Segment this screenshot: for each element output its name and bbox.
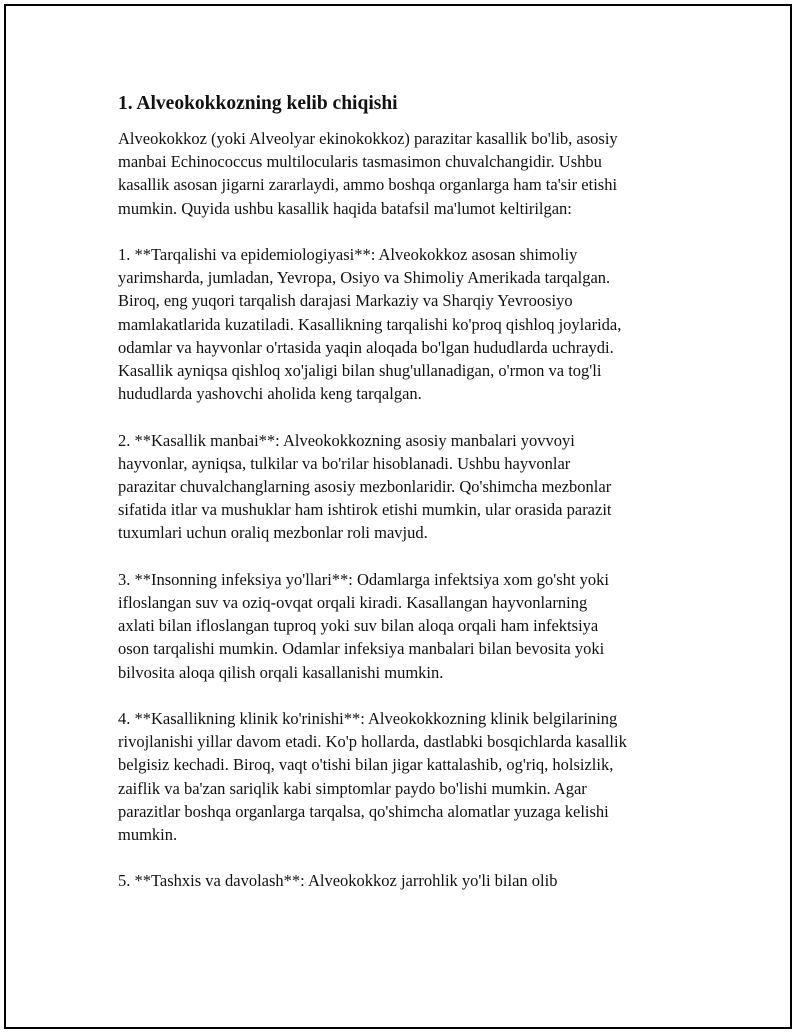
text-line: oson tarqalishi mumkin. Odamlar infeksiya manbalari bilan bevosita yoki [118, 639, 605, 659]
document-title: 1. Alveokokkozning kelib chiqishi [118, 93, 398, 114]
text-line: belgisiz kechadi. Biroq, vaqt o'tishi bilan jigar kattalashib, og'riq, holsizlik, [118, 755, 614, 775]
paragraph-diagnosis-treatment [118, 869, 690, 892]
text-line: bilvosita aloqa qilish orqali kasallanishi mumkin. [118, 662, 444, 682]
text-line: odamlar va hayvonlar o'rtasida yaqin aloqada bo'lgan hududlarda uchraydi. [118, 337, 614, 357]
paragraph-infection-routes [118, 568, 690, 684]
text-line: 2. **Kasallik manbai**: Alveokokkozning asosiy manbalari yovvoyi [118, 430, 575, 450]
document-body [118, 92, 690, 916]
text-line: hayvonlar, ayniqsa, tulkilar va bo'rilar hisoblanadi. Ushbu hayvonlar [118, 453, 571, 473]
paragraph-intro [118, 127, 690, 220]
text-line: ifloslangan suv va oziq-ovqat orqali kiradi. Kasallangan hayvonlarning [118, 593, 588, 613]
text-line: zaiflik va ba'zan sariqlik kabi simptomlar paydo bo'lishi mumkin. Agar [118, 778, 587, 798]
text-line: mumkin. [118, 825, 178, 845]
text-line: tuxumlari uchun oraliq mezbonlar roli mavjud. [118, 523, 428, 543]
text-line: manbai Echinococcus multilocularis tasmasimon chuvalchangidir. Ushbu [118, 152, 602, 172]
text-line: Alveokokkoz (yoki Alveolyar ekinokokkoz) parazitar kasallik bo'lib, asosiy [118, 129, 618, 148]
paragraph-disease-source [118, 429, 690, 545]
text-line: kasallik asosan jigarni zararlaydi, ammo boshqa organlarga ham ta'sir etishi [118, 175, 618, 195]
text-line: sifatida itlar va mushuklar ham ishtirok etishi mumkin, ular orasida parazit [118, 500, 612, 520]
text-line: parazitar chuvalchanglarning asosiy mezbonlaridir. Qo'shimcha mezbonlar [118, 477, 612, 497]
text-line: Biroq, eng yuqori tarqalish darajasi Markaziy va Sharqiy Yevroosiyo [118, 291, 573, 311]
paragraph-spread-epidemiology [118, 243, 690, 405]
text-line: Kasallik ayniqsa qishloq xo'jaligi bilan shug'ullanadigan, o'rmon va tog'li [118, 361, 602, 381]
text-line: 4. **Kasallikning klinik ko'rinishi**: Alveokokkozning klinik belgilarining [118, 709, 618, 729]
paragraph-clinical-picture [118, 707, 690, 846]
text-line: axlati bilan ifloslangan tuproq yoki suv bilan aloqa orqali ham infektsiya [118, 616, 599, 636]
text-line: 5. **Tashxis va davolash**: Alveokokkoz jarrohlik yo'li bilan olib [118, 871, 558, 891]
text-line: mumkin. Quyida ushbu kasallik haqida batafsil ma'lumot keltirilgan: [118, 198, 572, 218]
text-line: mamlakatlarida kuzatiladi. Kasallikning tarqalishi ko'proq qishloq joylarida, [118, 314, 622, 334]
text-line: 3. **Insonning infeksiya yo'llari**: Odamlarga infektsiya xom go'sht yoki [118, 569, 609, 589]
text-line: 1. **Tarqalishi va epidemiologiyasi**: Alveokokkoz asosan shimoliy [118, 245, 578, 264]
text-line: rivojlanishi yillar davom etadi. Ko'p hollarda, dastlabki bosqichlarda kasallik [118, 732, 627, 752]
text-line: yarimsharda, jumladan, Yevropa, Osiyo va Shimoliy Amerikada tarqalgan. [118, 268, 611, 288]
text-line: hududlarda yashovchi aholida keng tarqalgan. [118, 384, 422, 404]
text-line: parazitlar boshqa organlarga tarqalsa, qo'shimcha alomatlar yuzaga kelishi [118, 801, 609, 821]
